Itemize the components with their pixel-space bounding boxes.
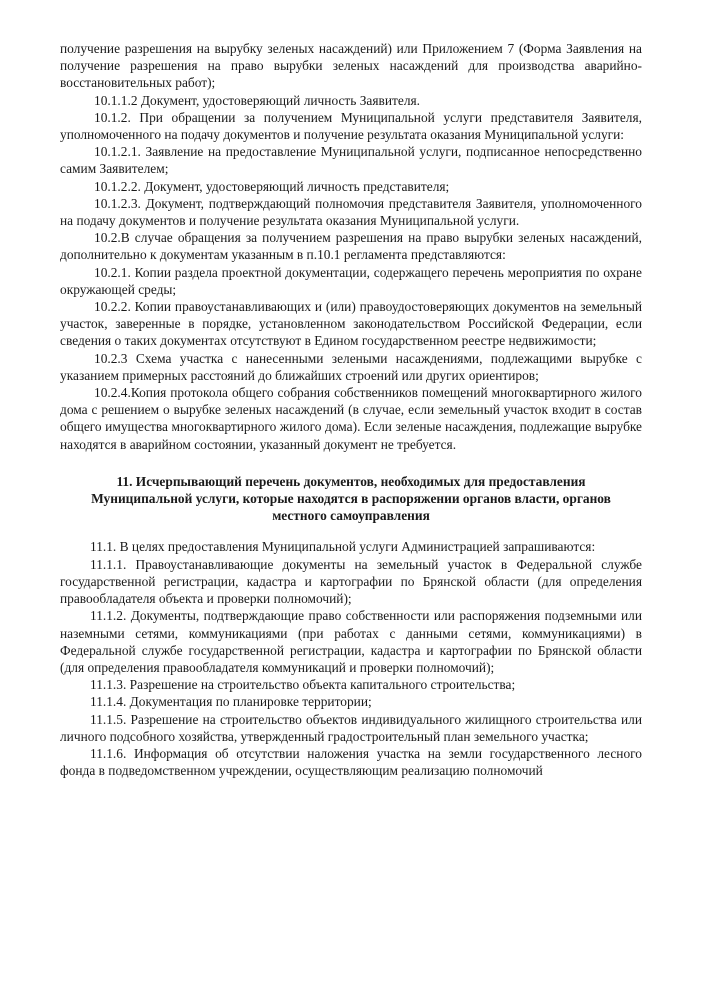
paragraph-10-2: 10.2.В случае обращения за получением разрешения на право вырубки зеленых насаждений, дополнительно к документам указанным в п.10.1 регламента представляются: [60,230,642,263]
paragraph-10-1-1-2: 10.1.1.2 Документ, удостоверяющий личность Заявителя. [94,92,421,108]
paragraph-11-1: 11.1. В целях предоставления Муниципальной услуги Администрацией запрашиваются: [90,539,596,555]
paragraph-11-1-5: 11.1.5. Разрешение на строительство объектов индивидуального жилищного строительства или личного подсобного хозяйства, утвержденный градостроительный план земельного участка; [60,711,642,744]
paragraph-10-2-3: 10.2.3 Схема участка с нанесенными зелеными насаждениями, подлежащими вырубке с указанием примерных расстояний до ближайших строений или других ориентиров; [60,350,642,383]
paragraph-10-1-2-2: 10.1.2.2. Документ, удостоверяющий личность представителя; [94,178,450,194]
paragraph-11-1-4: 11.1.4. Документация по планировке территории; [90,694,372,710]
paragraph-10-2-4: 10.2.4.Копия протокола общего собрания собственников помещений многоквартирного жилого дома с решением о вырубке зеленых насаждений (в случае, если земельный участок входит в состав общего имущества многоквартирного жилого дома). Если зеленые насаждения, подлежащие вырубке находятся в аварийном состоянии, указанный документ не требуется. [60,385,642,452]
paragraph-10-1-2-1: 10.1.2.1. Заявление на предоставление Муниципальной услуги, подписанное непосредственно самим Заявителем; [60,144,642,177]
document-page [60,40,642,779]
paragraph-10-2-2: 10.2.2. Копии правоустанавливающих и (или) правоудостоверяющих документов на земельный участок, заверенные в порядке, установленном законодательством Российской Федерации, если сведения о таких документах отсутствуют в Едином государственном реестре недвижимости; [60,299,642,349]
paragraph-11-1-1: 11.1.1. Правоустанавливающие документы на земельный участок в Федеральной службе государственной регистрации, кадастра и картографии по Брянской области (для определения правообладателя объекта и проверки полномочий); [60,556,642,607]
heading-line-3: местного самоуправления [272,508,430,524]
paragraph-11-1-2: 11.1.2. Документы, подтверждающие право собственности или распоряжения подземными или наземными сетями, коммуникациями (при работах с данными сетями, коммуникациями) в Федеральной службе государственной регистрации, кадастра и картографии по Брянской области (для определения правообладателя коммуникаций и проверки полномочий); [60,608,642,675]
heading-line-1: 11. Исчерпывающий перечень документов, необходимых для предоставления [116,473,586,489]
paragraph-10-2-1: 10.2.1. Копии раздела проектной документации, содержащего перечень мероприятия по охране окружающей среды; [60,264,642,297]
paragraph-10-1-2: 10.1.2. При обращении за получением Муниципальной услуги представителя Заявителя, уполномоченного на подачу документов и получение результата оказания Муниципальной услуги: [60,109,642,143]
paragraph-11-1-6: 11.1.6. Информация об отсутствии наложения участка на земли государственного лесного фонда в подведомственном учреждении, осуществляющим реализацию полномочий [60,745,642,779]
section-11-heading [60,473,642,525]
paragraph-10-1-2-3: 10.1.2.3. Документ, подтверждающий полномочия представителя Заявителя, уполномоченного на подачу документов и получение результата оказания Муниципальной услуги. [60,195,642,229]
paragraph-continuation: получение разрешения на вырубку зеленых насаждений) или Приложением 7 (Форма Заявления на получение разрешения на право вырубки зеленых насаждений для производства аварийно-восстановительных работ); [60,41,642,91]
heading-line-2: Муниципальной услуги, которые находятся в распоряжении органов власти, органов [91,491,611,507]
paragraph-11-1-3: 11.1.3. Разрешение на строительство объекта капитального строительства; [90,677,516,693]
